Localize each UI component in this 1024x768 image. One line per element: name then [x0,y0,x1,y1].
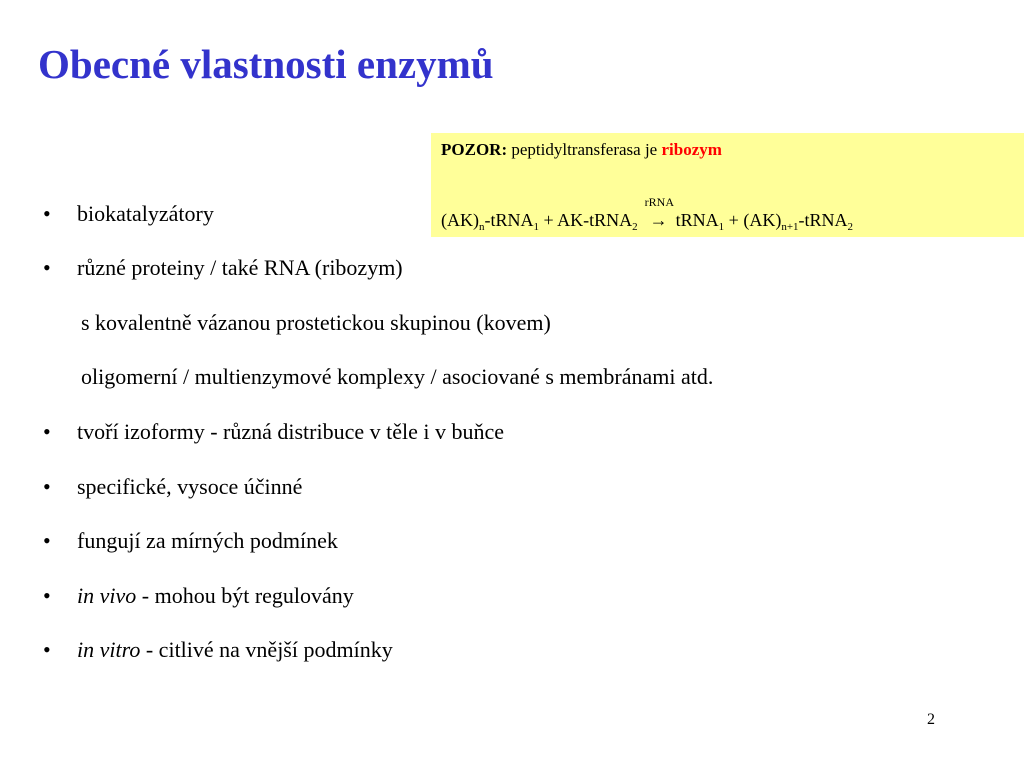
bullet-icon: • [43,201,51,226]
list-item-rest: - mohou být regulovány [136,583,354,608]
bullet-icon: • [43,255,51,280]
list-item-text: specifické, vysoce účinné [77,474,303,499]
eq-part: + (AK) [724,210,782,230]
note-highlight: ribozym [661,140,722,159]
eq-sub: 2 [847,221,854,233]
eq-sub: 2 [632,221,638,233]
eq-part: -tRNA [484,210,534,230]
eq-part: + AK-tRNA [539,210,633,230]
note-box [431,133,1024,237]
eq-sub: n [479,221,485,233]
arrow-icon: → [649,210,668,230]
bullet-icon: • [43,528,51,553]
sub-item: s kovalentně vázanou prostetickou skupinou (kovem) [81,310,551,335]
bullet-icon: • [43,419,51,444]
list-item-text: tvoří izoformy - různá distribuce v těle i v buňce [77,419,505,444]
note-label: POZOR: [441,140,508,159]
reaction-arrow [644,195,674,230]
list-item-text [77,585,354,607]
eq-part: -tRNA [798,210,848,230]
bullet-icon: • [43,637,51,662]
italic-term: in vivo [77,583,137,608]
note-text: peptidyltransferasa je [511,140,658,159]
list-item-rest: - citlivé na vnější podmínky [140,637,393,662]
page-number: 2 [927,711,935,728]
eq-sub: 1 [718,221,725,233]
eq-sub: n+1 [781,221,799,233]
sub-item: oligomerní / multienzymové komplexy / asociované s membránami atd. [81,364,714,389]
list-item-text: biokatalyzátory [77,201,214,226]
list-item-text [77,639,393,661]
arrow-catalyst-label: rRNA [644,195,674,209]
italic-term: in vitro [77,637,141,662]
reaction-equation [441,195,854,233]
list-item-text: různé proteiny / také RNA (ribozym) [77,255,403,280]
eq-part: (AK) [441,210,479,230]
bullet-icon: • [43,474,51,499]
list-item-text: fungují za mírných podmínek [77,528,338,553]
bullet-icon: • [43,583,51,608]
note-heading [441,141,722,158]
eq-part: tRNA [675,210,719,230]
slide-title: Obecné vlastnosti enzymů [38,41,494,87]
eq-sub: 1 [533,221,539,233]
